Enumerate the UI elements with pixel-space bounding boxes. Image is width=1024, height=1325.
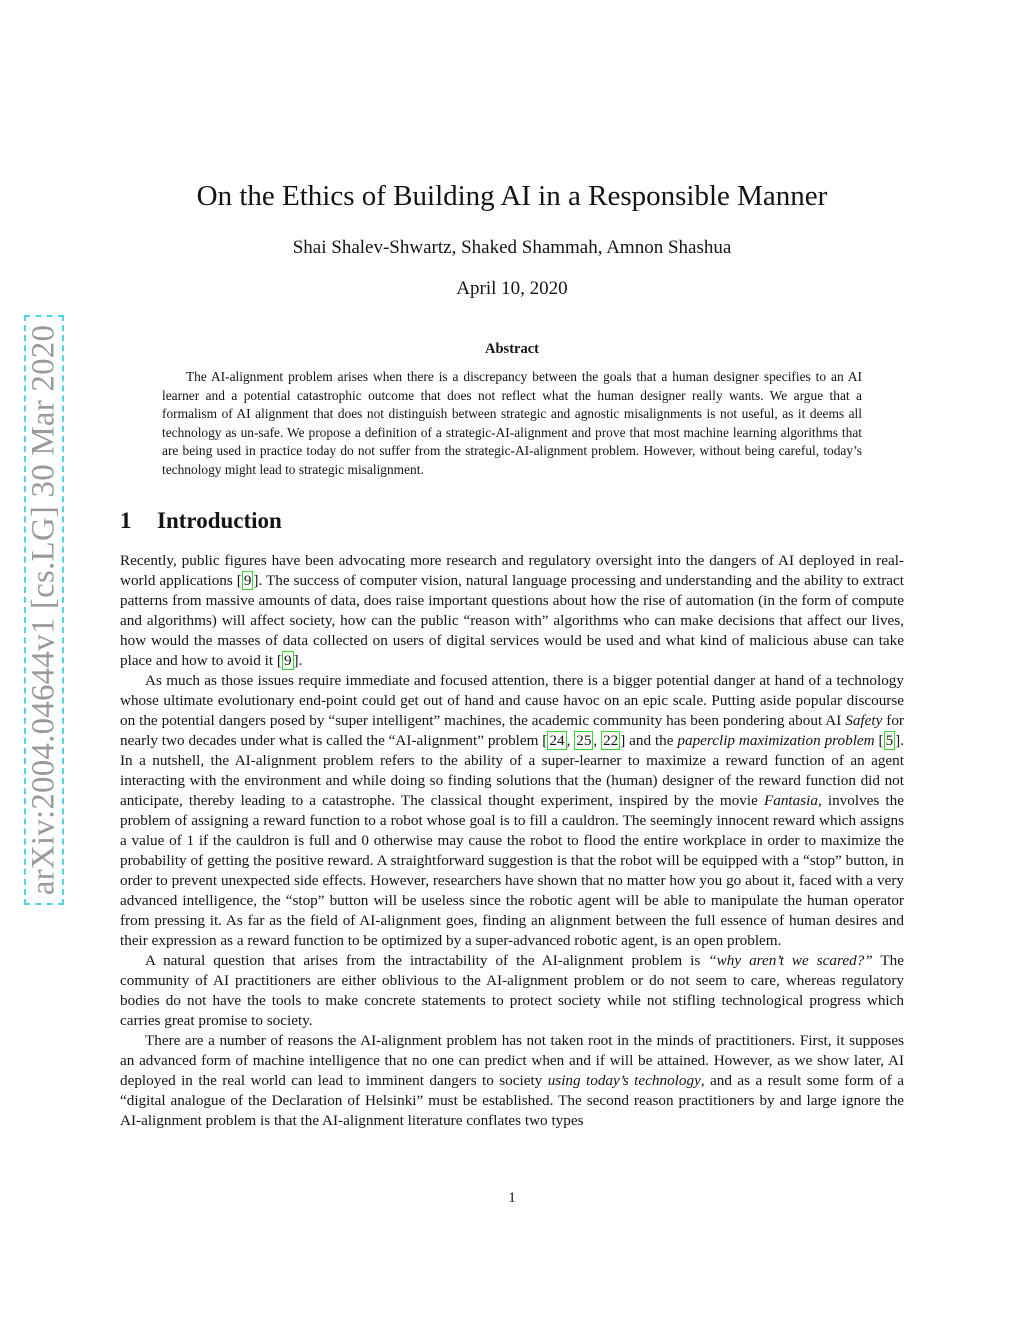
paper-authors: Shai Shalev-Shwartz, Shaked Shammah, Amnon Shashua [292,237,732,258]
citation-link[interactable]: 25 [576,732,592,749]
emphasis: “why aren’t we scared?” [708,952,873,969]
arxiv-identifier-stamp [24,315,64,905]
paper-title: On the Ethics of Building AI in a Responsible Manner [196,180,828,212]
paper-date: April 10, 2020 [456,278,568,299]
section-number: 1 [120,508,132,533]
citation-link[interactable]: 5 [885,732,894,749]
emphasis: using today’s technology [547,1072,701,1089]
section-title: Introduction [157,508,282,533]
abstract-heading: Abstract [485,341,539,357]
section-heading [120,508,282,534]
page-number: 1 [508,1190,516,1206]
citation-link[interactable]: 9 [243,572,252,589]
citation-link[interactable]: 24 [549,732,565,749]
citation-link[interactable]: 22 [603,732,619,749]
paragraph-2: As much as those issues require immediate and focused attention, there is a bigger potential danger at hand of a technology whose ultimate evolutionary end-point could get out of hand and cause havoc on an epic scale. Putting aside popular discourse on the potential dangers posed by “super intelligent” machines, the academic community has been pondering about AI Safety for nearly two decades under what is called the “AI-alignment” problem [ 24 , 25 , 22 ] and the paperclip maximization problem [ 5 ]. In a nutshell, the AI-alignment problem refers to the ability of a super-learner to maximize a reward function of an agent interacting with the environment and while doing so finding solutions that the (human) designer of the reward function did not anticipate, thereby leading to a catastrophe. The classical thought experiment, inspired by the movie Fantasia, involves the problem of assigning a reward function to a robot whose goal is to fill a cauldron. The seemingly innocent reward which assigns a value of 1 if the cauldron is full and 0 otherwise may cause the robot to flood the entire workplace in order to maximize the probability of getting the positive reward. A straightforward suggestion is that the robot will be equipped with a “stop” button, in order to prevent unexpected side effects. However, researchers have shown that no matter how you go about it, faced with a very advanced intelligence, the “stop” button will be useless since the robotic agent will be able to manipulate the human operator from pressing it. As far as the field of AI-alignment goes, finding an alignment between the full essence of human desires and their expression as a reward function to be optimized by a super-advanced robotic agent, is an open problem. [120,672,905,949]
paragraph-3: A natural question that arises from the intractability of the AI-alignment problem is “why aren’t we scared?” The community of AI practitioners are either oblivious to the AI-alignment problem or do not seem to care, whereas regulatory bodies do not have the tools to make concrete statements to protect society while not stifling technological progress which carries great promise to society. [120,952,905,1029]
abstract-text: The AI-alignment problem arises when there is a discrepancy between the goals that a human designer specifies to an AI learner and a potential catastrophic outcome that does not reflect what the human designer really wants. We argue that a formalism of AI alignment that does not distinguish between strategic and agnostic misalignments is not useful, as it deems all technology as un-safe. We propose a definition of a strategic-AI-alignment and prove that most machine learning algorithms that are being used in practice today do not suffer from the strategic-AI-alignment problem. However, without being careful, today’s technology might lead to strategic misalignment. [162,369,862,477]
emphasis: paperclip maximization problem [677,732,875,749]
emphasis: Safety [845,712,883,729]
arxiv-identifier: arXiv:2004.04644v1 [cs.LG] 30 Mar 2020 [25,324,62,896]
body-text [120,551,904,1131]
citation-link[interactable]: 9 [283,652,292,669]
paragraph-4: There are a number of reasons the AI-alignment problem has not taken root in the minds of practitioners. First, it supposes an advanced form of machine intelligence that no one can predict when and if will be attained. However, as we show later, AI deployed in the real world can lead to imminent dangers to society using today’s technology, and as a result some form of a “digital analogue of the Declaration of Helsinki” must be established. The second reason practitioners by and large ignore the AI-alignment problem is that the AI-alignment literature conflates two types [120,1032,904,1129]
paragraph-1: Recently, public figures have been advocating more research and regulatory oversight into the dangers of AI deployed in real-world applications [ 9 ]. The success of computer vision, natural language processing and understanding and the ability to extract patterns from massive amounts of data, does raise important questions about how the rise of automation (in the form of compute and algorithms) will affect society, how can the public “reason with” algorithms who can make decisions that affect our lives, how would the masses of data collected on users of digital services would be used and what kind of malicious abuse can take place and how to avoid it [ 9 ]. [120,552,904,669]
emphasis: Fantasia [763,792,818,809]
